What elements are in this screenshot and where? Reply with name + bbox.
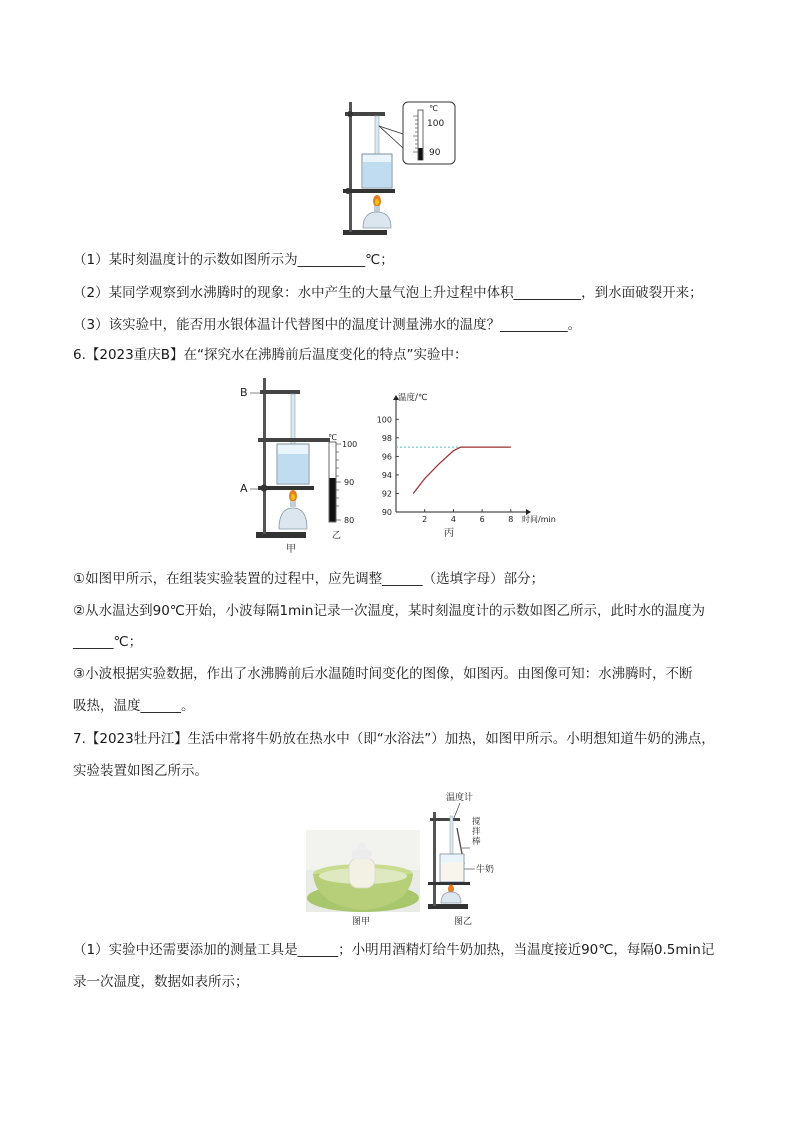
thermo-tick-90: 90 [344, 478, 355, 487]
figure-jia-photo-caption: 图甲 [352, 917, 371, 927]
boiling-apparatus-figure-jia [236, 374, 366, 558]
y-tick-label: 100 [376, 415, 392, 425]
thermo-unit: ℃ [328, 433, 337, 442]
thermo-unit: ℃ [429, 104, 438, 113]
y-axis-label: 温度/℃ [398, 393, 428, 403]
x-tick-label: 4 [450, 515, 456, 524]
figure-jia-caption: 甲 [286, 544, 296, 555]
y-tick-label: 90 [381, 508, 392, 517]
thermo-tick-90: 90 [429, 148, 441, 158]
boiling-apparatus-figure-1 [335, 96, 465, 241]
thermo-tick-100: 100 [427, 119, 445, 129]
label-milk: 牛奶 [476, 865, 495, 875]
x-tick-label: 8 [508, 515, 514, 524]
label-stirrer-1: 搅 [472, 817, 481, 827]
milk-boiling-apparatus [424, 788, 514, 928]
q6-item1: ①如图甲所示，在组装实验装置的过程中，应先调整______（选填字母）部分； [73, 571, 545, 587]
q7-heading-line1: 7.【2023牡丹江】生活中常将牛奶放在热水中（即“水浴法”）加热，如图甲所示。小明想知道牛奶的沸点， [73, 731, 715, 747]
stand-pole [433, 812, 436, 906]
q5-part2: （2）某同学观察到水沸腾时的现象：水中产生的大量气泡上升过程中体积__________，到水面破裂开来； [73, 285, 703, 301]
milk-bottle [349, 858, 375, 888]
alcohol-lamp [279, 508, 307, 529]
temperature-series-line [413, 447, 511, 493]
q6-item3-line1: ③小波根据实验数据，作出了水沸腾前后水温随时间变化的图像，如图丙。由图像可知：水沸腾时，不断 [73, 666, 693, 682]
q6-item2-line2: ______℃； [73, 634, 143, 650]
y-tick-label: 96 [381, 452, 392, 462]
y-tick-label: 94 [381, 470, 392, 480]
label-a: A [240, 482, 248, 495]
milk-bottle-water-bath-photo [306, 830, 420, 928]
stand-pole [263, 378, 266, 534]
q6-item2-line1: ②从水温达到90℃开始，小波每隔1min记录一次温度，某时刻温度计的示数如图乙所示，此时水的温度为 [73, 603, 705, 619]
q7-item1-line1: （1）实验中还需要添加的测量工具是______；小明用酒精灯给牛奶加热，当温度接近90℃，每隔0.5min记 [73, 942, 715, 958]
x-tick-label: 6 [479, 515, 485, 524]
q7-item1-line2: 录一次温度，数据如表所示； [73, 974, 249, 990]
x-axis-label: 时间/min [522, 515, 556, 524]
q7-heading-line2: 实验装置如图乙所示。 [73, 763, 208, 779]
q5-part3: （3）该实验中，能否用水银体温计代替图中的温度计测量沸水的温度？__________。 [73, 317, 582, 333]
temperature-time-chart [368, 388, 564, 538]
label-b: B [240, 386, 248, 399]
alcohol-lamp [363, 212, 391, 228]
label-stirrer-3: 棒 [472, 837, 481, 847]
stand-pole [349, 102, 352, 232]
q6-heading: 6.【2023重庆B】在“探究水在沸腾前后温度变化的特点”实验中： [73, 347, 468, 363]
figure-yi-caption: 图乙 [454, 917, 473, 927]
y-tick-label: 98 [381, 433, 392, 443]
label-stirrer-2: 拌 [472, 827, 481, 837]
thermo-tick-100: 100 [342, 440, 358, 449]
q6-item3-line2: 吸热，温度______。 [73, 698, 195, 714]
figure-bing-caption: 丙 [444, 528, 454, 538]
label-thermometer: 温度计 [446, 793, 474, 803]
thermo-tick-80: 80 [344, 516, 355, 525]
alcohol-lamp [441, 892, 461, 903]
y-tick-label: 92 [381, 489, 392, 499]
q5-part1: （1）某时刻温度计的示数如图所示为__________℃； [73, 252, 394, 268]
figure-yi-caption: 乙 [332, 531, 342, 541]
x-tick-label: 2 [422, 515, 428, 524]
